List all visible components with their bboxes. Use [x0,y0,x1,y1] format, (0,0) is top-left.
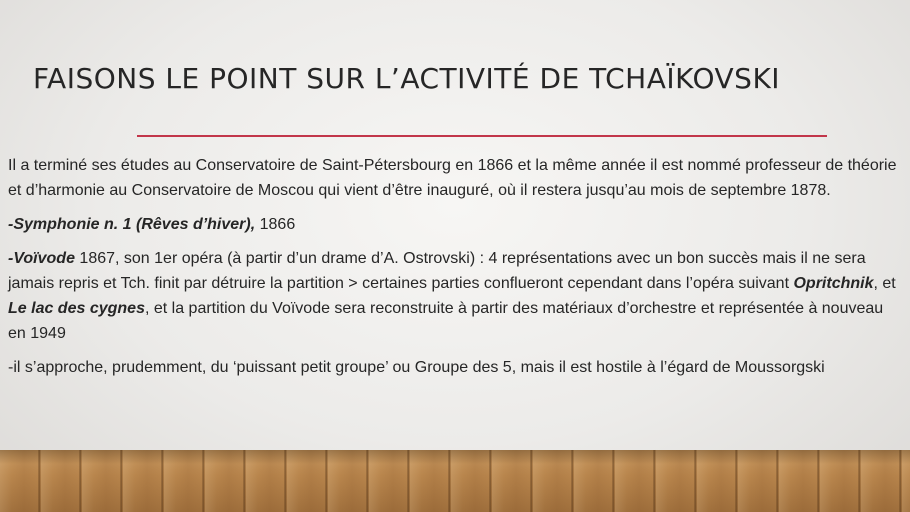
voivode-text-1: 1867, son 1er opéra (à partir d’un drame d’A. Ostrovski) : 4 représentations avec un bon succès mais il ne sera jamais repris et Tch. finit par détruire la partition > certaines parties conflueront cependant dans l’opéra suivant [8,250,866,292]
floor-shadow [0,450,910,464]
work-title-opritchnik: Opritchnik [793,275,874,292]
voivode-text-2: , et [873,275,896,292]
work-title-lac-des-cygnes: Le lac des cygnes [8,300,145,317]
paragraph-symphony [8,212,903,237]
paragraph-voivode [8,246,903,346]
paragraph-groupe-des-5: -il s’approche, prudemment, du ‘puissant petit groupe’ ou Groupe des 5, mais il est hostile à l’égard de Moussorgski [8,359,825,376]
symphony-year: 1866 [255,216,296,233]
slide-title: FAISONS LE POINT SUR L’ACTIVITÉ DE TCHAÏKOVSKI [33,62,781,95]
title-divider [137,135,827,137]
paragraph-studies: Il a terminé ses études au Conservatoire de Saint-Pétersbourg en 1866 et la même année il est nommé professeur de théorie et d’harmonie au Conservatoire de Moscou qui vient d’être inauguré, où il restera jusqu’au mois de septembre 1878. [8,157,897,199]
voivode-text-3: , et la partition du Voïvode sera reconstruite à partir des matériaux d’orchestre et représentée à nouveau en 1949 [8,300,884,342]
work-title-symphony: -Symphonie n. 1 (Rêves d’hiver), [8,216,256,233]
work-title-voivode: -Voïvode [8,250,75,267]
slide-body [8,153,903,389]
